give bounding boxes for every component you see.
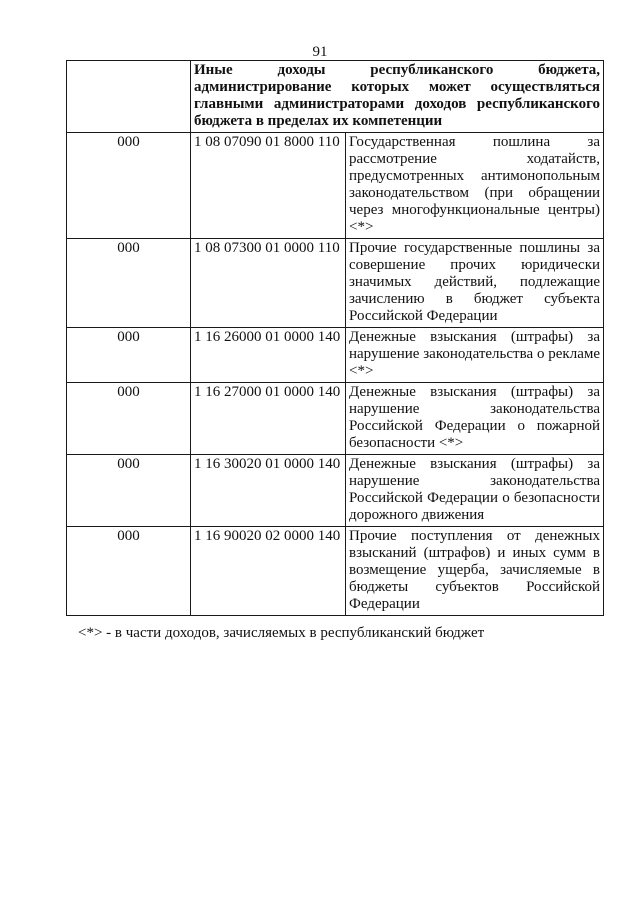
revenue-code-cell: 1 16 27000 01 0000 140 <box>191 383 346 455</box>
revenue-name-cell: Прочие государственные пошлины за совершение прочих юридически значимых действий, подлежащие зачислению в бюджет субъекта Российской Федерации <box>346 239 604 328</box>
table-row <box>67 239 604 328</box>
admin-code-cell: 000 <box>67 383 191 455</box>
revenue-code-cell: 1 08 07300 01 0000 110 <box>191 239 346 328</box>
table-row <box>67 133 604 239</box>
table-row <box>67 455 604 527</box>
revenue-name-cell: Денежные взыскания (штрафы) за нарушение законодательства Российской Федерации о безопасности дорожного движения <box>346 455 604 527</box>
revenue-code-cell: 1 16 90020 02 0000 140 <box>191 527 346 616</box>
admin-code-cell: 000 <box>67 527 191 616</box>
revenue-name-cell: Прочие поступления от денежных взысканий (штрафов) и иных сумм в возмещение ущерба, зачисляемые в бюджеты субъектов Российской Федерации <box>346 527 604 616</box>
page-number: 91 <box>312 44 328 60</box>
group-header-title: Иные доходы республиканского бюджета, администрирование которых может осуществляться главными администраторами доходов республиканского бюджета в пределах их компетенции <box>191 61 604 133</box>
revenue-name-cell: Денежные взыскания (штрафы) за нарушение законодательства Российской Федерации о пожарной безопасности <*> <box>346 383 604 455</box>
revenue-code-cell: 1 08 07090 01 8000 110 <box>191 133 346 239</box>
table-row <box>67 527 604 616</box>
revenue-code-cell: 1 16 30020 01 0000 140 <box>191 455 346 527</box>
revenue-name-cell: Государственная пошлина за рассмотрение ходатайств, предусмотренных антимонопольным законодательством (при обращении через многофункциональные центры) <*> <box>346 133 604 239</box>
revenue-name-cell: Денежные взыскания (штрафы) за нарушение законодательства о рекламе <*> <box>346 328 604 383</box>
revenue-table <box>66 60 604 616</box>
group-header-empty-cell <box>67 61 191 133</box>
table-row <box>67 328 604 383</box>
admin-code-cell: 000 <box>67 239 191 328</box>
admin-code-cell: 000 <box>67 455 191 527</box>
admin-code-cell: 000 <box>67 133 191 239</box>
table-row <box>67 383 604 455</box>
revenue-code-cell: 1 16 26000 01 0000 140 <box>191 328 346 383</box>
footnote: <*> - в части доходов, зачисляемых в республиканский бюджет <box>78 625 485 641</box>
admin-code-cell: 000 <box>67 328 191 383</box>
group-header-row <box>67 61 604 133</box>
